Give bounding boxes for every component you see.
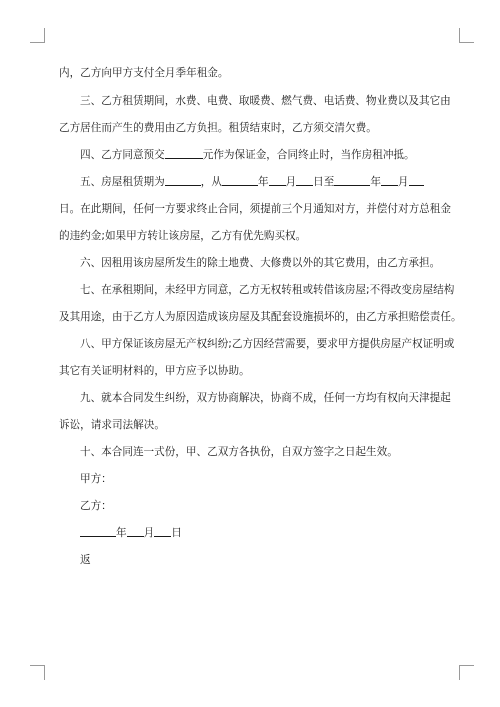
deposit-blank (165, 148, 203, 159)
start-month-blank (269, 175, 286, 186)
paragraph-3-line-2: 乙方居住而产生的费用由乙方负担。租赁结束时，乙方须交清欠费。 (59, 122, 377, 134)
paragraph-6: 六、因租用该房屋所发生的除土地费、大修费以外的其它费用，由乙方承担。 (80, 257, 441, 269)
sign-year-blank (80, 526, 116, 537)
paragraph-8-line-2: 其它有关证明材料的，甲方应予以协助。 (59, 365, 250, 377)
sign-day-blank (154, 526, 171, 537)
party-a-signature: 甲方： (80, 473, 112, 485)
paragraph-9-line-1: 九、就本合同发生纠纷，双方协商解决，协商不成，任何一方均有权向天津提起 (80, 392, 451, 404)
crop-mark-top-right (459, 28, 474, 43)
paragraph-10: 十、本合同连一式份，甲、乙双方各执份，自双方签字之日起生效。 (80, 446, 398, 458)
paragraph-5-line-2: 日。在此期间，任何一方要求终止合同，须提前三个月通知对方，并偿付对方总租金 (59, 203, 451, 215)
end-month-blank (381, 175, 398, 186)
paragraph-7-line-2: 及其用途，由于乙方人为原因造成该房屋及其配套设施损坏的，由乙方承担赔偿责任。 (59, 311, 462, 323)
paragraph-2-tail: 内，乙方向甲方支付全月季年租金。 (59, 67, 229, 79)
paragraph-9-line-2: 诉讼，请求司法解决。 (59, 419, 165, 431)
sign-month-blank (127, 526, 144, 537)
paragraph-4: 四、乙方同意预交 元作为保证金，合同终止时，当作房租冲抵。 (80, 149, 415, 161)
lease-term-blank (165, 175, 201, 186)
end-year-blank (334, 175, 370, 186)
paragraph-3-line-1: 三、乙方租赁期间，水费、电费、取暖费、燃气费、电话费、物业费以及其它由 (80, 95, 451, 107)
crop-mark-top-left (30, 28, 45, 43)
paragraph-8-line-1: 八、甲方保证该房屋无产权纠纷;乙方因经营需要，要求甲方提供房屋产权证明或 (80, 338, 455, 350)
footer-return-text: 返 (80, 554, 91, 566)
crop-mark-bottom-left (30, 665, 45, 680)
crop-mark-bottom-right (459, 665, 474, 680)
start-year-blank (222, 175, 258, 186)
paragraph-5-line-3: 的违约金;如果甲方转让该房屋，乙方有优先购买权。 (59, 230, 307, 242)
paragraph-7-line-1: 七、在承租期间，未经甲方同意，乙方无权转租或转借该房屋;不得改变房屋结构 (80, 284, 455, 296)
end-day-blank (409, 175, 424, 186)
party-b-signature: 乙方： (80, 500, 112, 512)
start-day-blank (296, 175, 313, 186)
signing-date: 年 月 日 (59, 526, 462, 540)
paragraph-5-line-1: 五、房屋租赁期为 ，从 年 月 日至 年 月 (59, 175, 462, 189)
